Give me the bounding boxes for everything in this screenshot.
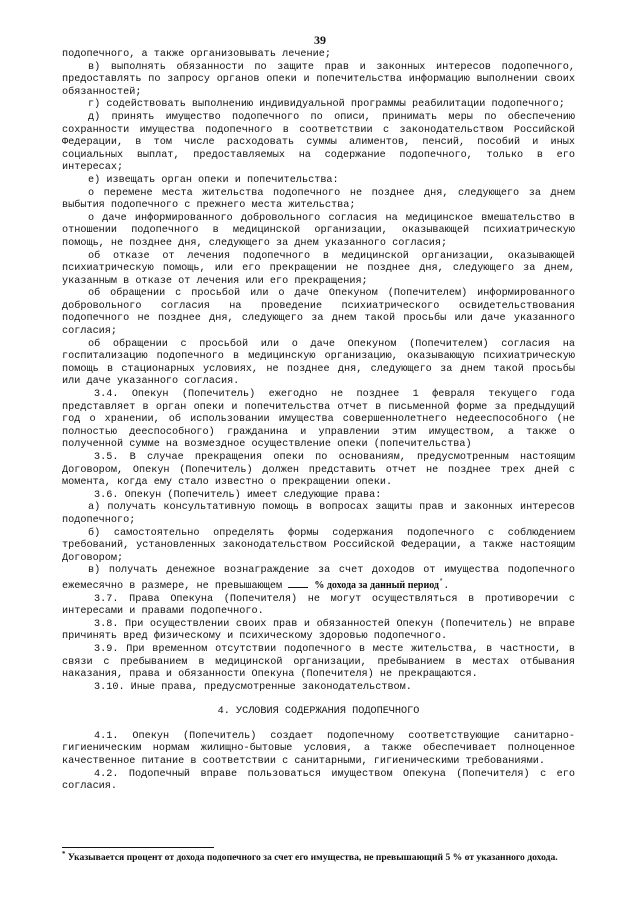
paragraph-3-5: 3.5. В случае прекращения опеки по основаниям, предусмотренным настоящим Договором, Опекун (Попечитель) должен представить отчет не позднее трех дней с момента, когда ему стало известно о прекращении опеки. (62, 452, 575, 489)
document-body (62, 49, 575, 794)
paragraph-3-7: 3.7. Права Опекуна (Попечителя) не могут осуществляться в противоречии с интересами и правами подопечного. (62, 593, 575, 618)
paragraph-4-1: 4.1. Опекун (Попечитель) создает подопечному соответствующие санитарно-гигиеническим нормам жилищно-бытовые условия, а также обеспечивает полноценное качественное питание в соответствии с санитарными, гигиеническими требованиями. (62, 730, 575, 768)
paragraph-notice-consent: о даче информированного добровольного согласия на медицинское вмешательство в отношении подопечного в медицинской организации, оказывающей психиатрическую помощь, не позднее дня, следующего за днем указанного согласия; (62, 212, 575, 249)
paragraph-notice-refusal: об отказе от лечения подопечного в медицинской организации, оказывающей психиатрическую помощь, или его прекращении не позднее дня, следующего за днем, указанным в отказе от лечения или его прекращения; (62, 250, 575, 287)
paragraph-3-6: 3.6. Опекун (Попечитель) имеет следующие права: (94, 489, 382, 501)
paragraph-item-v: в) выполнять обязанности по защите прав и законных интересов подопечного, предоставлять по запросу органов опеки и попечительства информацию выполнении своих обязанностей; (62, 61, 575, 98)
paragraph-notice-examination: об обращении с просьбой или о даче Опекуном (Попечителем) информированного добровольного согласия на проведение психиатрического освидетельствования подопечного не позднее дня, следующего за днем такой просьбы или даче указанного согласия; (62, 288, 575, 338)
footnote-mark: * (62, 849, 66, 858)
page-number: 39 (314, 33, 326, 47)
paragraph-item-d: д) принять имущество подопечного по описи, принимать меры по обеспечению сохранности имущества подопечного в соответствии с законодательством Российской Федерации, в том числе расходовать суммы алиментов, пенсий, пособий и иных социальных выплат, предоставляемых на содержание подопечного, только в его интересах; (62, 111, 575, 174)
footnote (62, 849, 602, 864)
spacer (62, 719, 575, 731)
paragraph-notice-residence: о перемене места жительства подопечного не позднее дня, следующего за днем выбытия подопечного с прежнего места жительства; (62, 187, 575, 212)
paragraph-item-b: б) самостоятельно определять формы содержания подопечного с соблюдением требований, установленных законодательством Российской Федерации, а также настоящим Договором; (62, 527, 575, 564)
paragraph-3-8: 3.8. При осуществлении своих прав и обязанностей Опекун (Попечитель) не вправе причинять вред физическому и психическому здоровью подопечного. (62, 618, 575, 643)
paragraph-3-10: 3.10. Иные права, предусмотренные законодательством. (94, 681, 412, 693)
section-title: 4. УСЛОВИЯ СОДЕРЖАНИЯ ПОДОПЕЧНОГО (217, 706, 420, 718)
paragraph-3-9: 3.9. При временном отсутствии подопечного в месте жительства, в частности, в связи с пребыванием в медицинской организации, пребыванием в местах отбывания наказания, права и обязанности Опекуна (Попечителя) не прекращаются. (62, 643, 575, 681)
paragraph-item-e: е) извещать орган опеки и попечительства: (88, 174, 339, 186)
footnote-text: Указывается процент от дохода подопечного за счет его имущества, не превышающий 5 % от указанного дохода. (65, 852, 558, 863)
footnote-divider (62, 847, 214, 848)
remuneration-end: . (443, 580, 450, 592)
percent-text: % дохода за данный период (314, 579, 439, 591)
paragraph-item-v-remuneration (62, 565, 575, 593)
remuneration-text: в) получать денежное вознаграждение за счет доходов от имущества подопечного ежемесячно в размере, не превышающем (62, 565, 575, 592)
paragraph-item-g: г) содействовать выполнению индивидуальной программы реабилитации подопечного; (88, 99, 565, 111)
paragraph-3-4: 3.4. Опекун (Попечитель) ежегодно не позднее 1 февраля текущего года представляет в орган опеки и попечительства отчет в письменной форме за предыдущий год о хранении, об использовании имущества совершеннолетнего недееспособного (не полностью дееспособного) гражданина и управлении этим имуществом, а также о полученной сумме на возмездное осуществление опеки (попечительства) (62, 389, 575, 451)
paragraph-4-2: 4.2. Подопечный вправе пользоваться имуществом Опекуна (Попечителя) с его согласия. (62, 768, 575, 793)
percent-blank (288, 578, 308, 588)
paragraph: подопечного, а также организовывать лечение; (62, 49, 331, 60)
spacer (62, 694, 575, 706)
paragraph-item-a: а) получать консультативную помощь в вопросах защиты прав и законных интересов подопечного; (62, 502, 575, 526)
paragraph-notice-hospitalization: об обращении с просьбой или о даче Опекуном (Попечителем) согласия на госпитализацию подопечного в медицинскую организацию, оказывающую психиатрическую помощь в стационарных условиях, не позднее дня, следующего за днем такой просьбы или даче указанного согласия. (62, 338, 575, 388)
footnote-ref: * (439, 578, 444, 587)
